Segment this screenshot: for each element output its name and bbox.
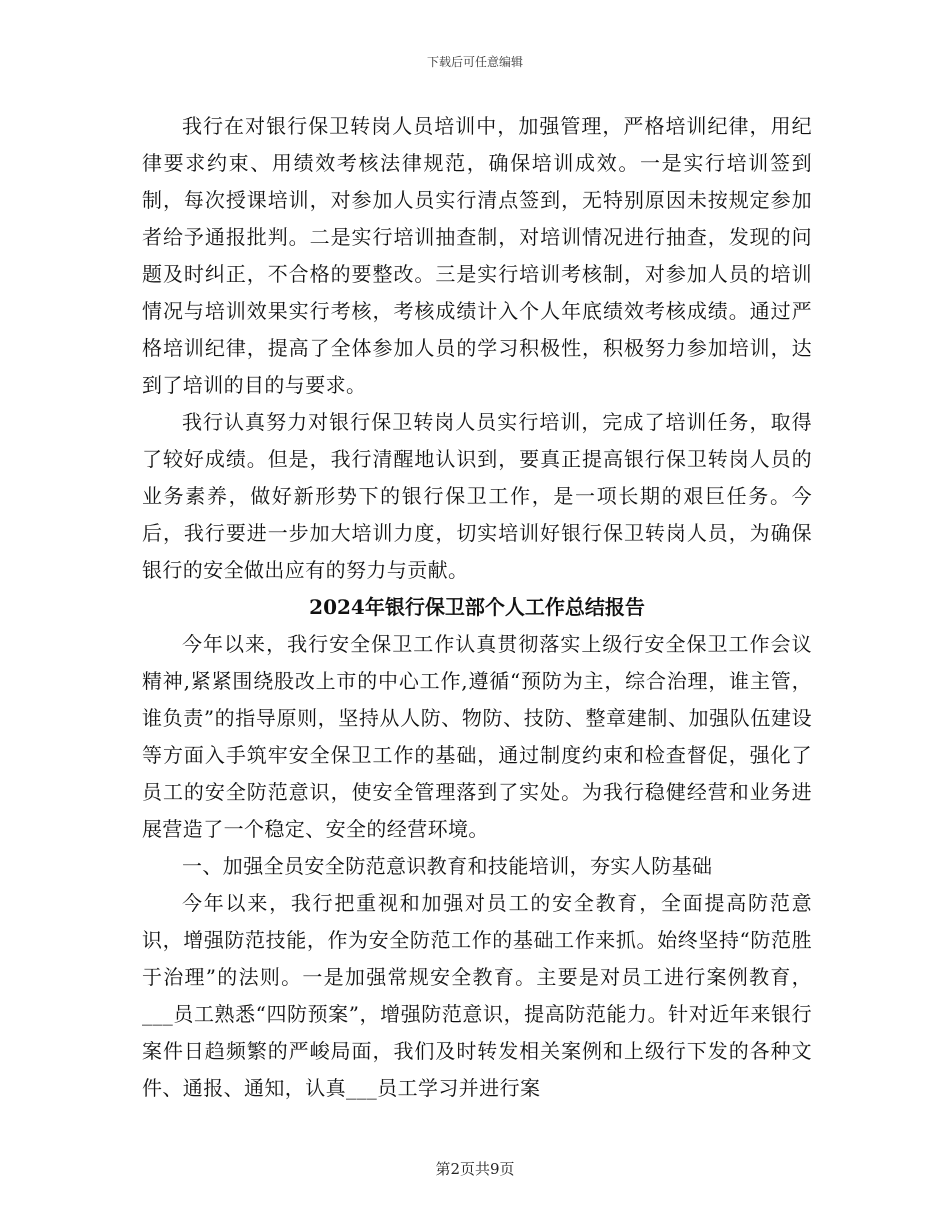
document-body <box>142 108 812 1107</box>
body-paragraph-4: 今年以来，我行把重视和加强对员工的安全教育，全面提高防范意识，增强防范技能，作为安全防范工作的基础工作来抓。始终坚持“防范胜于治理”的法则。一是加强常规安全教育。主要是对员工进行案例教育，___员工熟悉“四防预案”，增强防范意识，提高防范能力。针对近年来银行案件日趋频繁的严峻局面，我们及时转发相关案例和上级行下发的各种文件、通报、通知，认真___员工学习并进行案 <box>142 891 812 1100</box>
section-heading-1: 一、加强全员安全防范意识教育和技能培训，夯实人防基础 <box>182 854 713 878</box>
page-indicator: 第2页共9页 <box>435 1160 515 1178</box>
body-paragraph-2: 我行认真努力对银行保卫转岗人员实行培训，完成了培训任务，取得了较好成绩。但是，我行清醒地认识到，要真正提高银行保卫转岗人员的业务素养，做好新形势下的银行保卫工作，是一项长期的艰巨任务。今后，我行要进一步加大培训力度，切实培训好银行保卫转岗人员，为确保银行的安全做出应有的努力与贡献。 <box>142 410 812 582</box>
header-note: 下载后可任意编辑 <box>426 55 523 69</box>
body-paragraph-3: 今年以来，我行安全保卫工作认真贯彻落实上级行安全保卫工作会议精神,紧紧围绕股改上市的中心工作,遵循“预防为主，综合治理，谁主管，谁负责”的指导原则，坚持从人防、物防、技防、整章建制、加强队伍建设等方面入手筑牢安全保卫工作的基础，通过制度约束和检查督促，强化了员工的安全防范意识，使安全管理落到了实处。为我行稳健经营和业务进展营造了一个稳定、安全的经营环境。 <box>142 632 812 841</box>
body-paragraph-1: 我行在对银行保卫转岗人员培训中，加强管理，严格培训纪律，用纪律要求约束、用绩效考核法律规范，确保培训成效。一是实行培训签到制，每次授课培训，对参加人员实行清点签到，无特别原因未按规定参加者给予通报批判。二是实行培训抽查制，对培训情况进行抽查，发现的问题及时纠正，不合格的要整改。三是实行培训考核制，对参加人员的培训情况与培训效果实行考核，考核成绩计入个人年底绩效考核成绩。通过严格培训纪律，提高了全体参加人员的学习积极性，积极努力参加培训，达到了培训的目的与要求。 <box>142 114 812 397</box>
document-title: 2024年银行保卫部个人工作总结报告 <box>309 595 645 619</box>
